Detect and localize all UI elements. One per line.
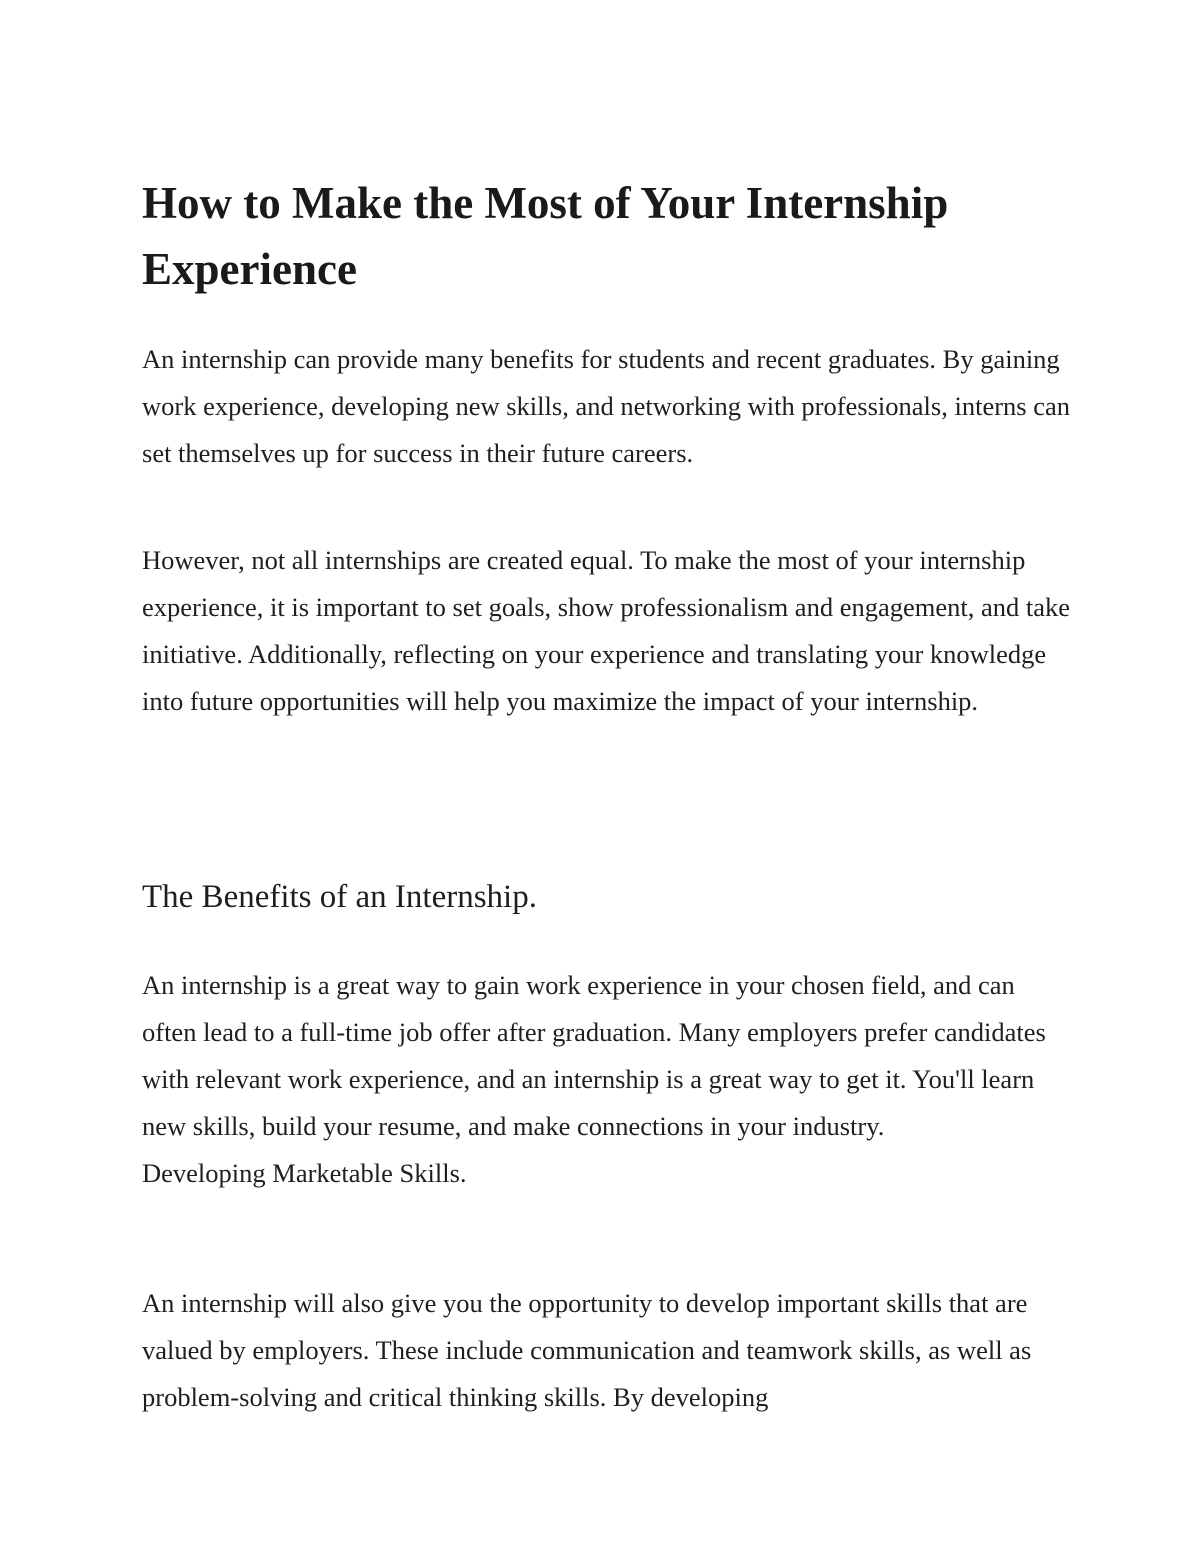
intro-paragraph-2: However, not all internships are created equal. To make the most of your internship experience, it is important to set goals, show professionalism and engagement, and take initiative. Additionally, reflecting on your experience and translating your knowledge into future opportunities will help you maximize the impact of your internship. <box>142 545 1070 716</box>
section-paragraph-2: An internship will also give you the opportunity to develop important skills that are valued by employers. These include communication and teamwork skills, as well as problem-solving and critical thinking skills. By developing <box>142 1288 1032 1412</box>
section-subheading: Developing Marketable Skills. <box>142 1158 467 1188</box>
document-title: How to Make the Most of Your Internship Experience <box>142 178 949 294</box>
section-heading: The Benefits of an Internship. <box>142 879 537 915</box>
section-body <box>142 962 1072 1197</box>
section-paragraph: An internship is a great way to gain work experience in your chosen field, and can often lead to a full-time job offer after graduation. Many employers prefer candidates with relevant work experience, and an internship is a great way to get it. You'll learn new skills, build your resume, and make connections in your industry. <box>142 970 1046 1141</box>
intro-paragraph-1: An internship can provide many benefits for students and recent graduates. By gaining work experience, developing new skills, and networking with professionals, interns can set themselves up for success in their future careers. <box>142 344 1071 468</box>
